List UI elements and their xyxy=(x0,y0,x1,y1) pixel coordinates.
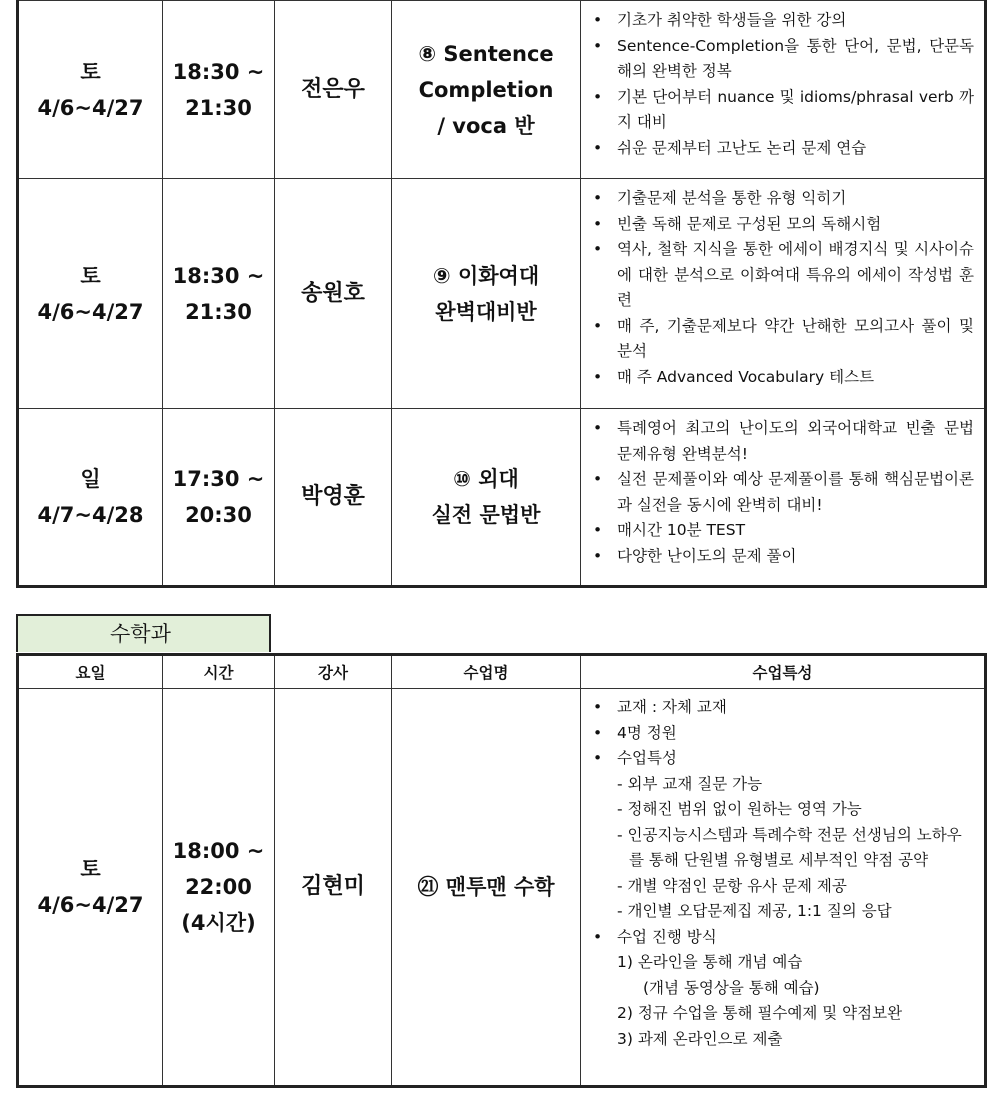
table-row xyxy=(18,689,986,1087)
class-name-line: Completion xyxy=(418,77,554,102)
class-name-cell: ㉑ 맨투맨 수학 xyxy=(392,689,581,1087)
feature-item: • 다양한 난이도의 문제 풀이 xyxy=(589,544,974,570)
class-name-line: 실전 문법반 xyxy=(431,503,541,527)
time-duration-note: (4시간) xyxy=(181,911,256,935)
feature-item: • 기초가 취약한 학생들을 위한 강의 xyxy=(589,8,974,34)
feature-item: • 쉬운 문제부터 고난도 논리 문제 연습 xyxy=(589,136,974,162)
day-label: 토 xyxy=(80,263,101,288)
feature-item: • 특례영어 최고의 난이도의 외국어대학교 빈출 문법 문제유형 완벽분석! xyxy=(589,416,974,467)
feature-item: • Sentence-Completion을 통한 단어, 문법, 단문독해의 완벽한 정복 xyxy=(589,34,974,85)
english-schedule-table xyxy=(16,0,987,588)
teacher-cell: 전은우 xyxy=(275,1,392,179)
class-name-line: / voca 반 xyxy=(437,113,535,138)
time-cell xyxy=(163,179,275,409)
feature-item: • 매시간 10분 TEST xyxy=(589,518,974,544)
table-row xyxy=(18,1,986,179)
time-start: 18:00 ~ xyxy=(172,839,265,863)
feature-item: • 빈출 독해 문제로 구성된 모의 독해시험 xyxy=(589,212,974,238)
time-end: 21:30 xyxy=(185,95,252,120)
feature-item: • 매 주, 기출문제보다 약간 난해한 모의고사 풀이 및 분석 xyxy=(589,314,974,365)
class-name-line: ⑩ 외대 xyxy=(453,467,519,491)
feature-item: • 수업 진행 방식 xyxy=(589,925,974,951)
day-label: 토 xyxy=(80,857,101,881)
column-header-day: 요일 xyxy=(18,655,163,689)
feature-item: • 기본 단어부터 nuance 및 idioms/phrasal verb 까지 대비 xyxy=(589,85,974,136)
day-label: 일 xyxy=(80,467,101,491)
feature-item: • 교재 : 자체 교재 xyxy=(589,695,974,721)
feature-item: • 실전 문제풀이와 예상 문제풀이를 통해 핵심문법이론과 실전을 동시에 완벽히 대비! xyxy=(589,467,974,518)
time-start: 17:30 ~ xyxy=(172,467,265,491)
time-end: 21:30 xyxy=(185,299,252,324)
day-cell xyxy=(18,179,163,409)
time-cell xyxy=(163,409,275,587)
class-name-line: ⑨ 이화여대 xyxy=(432,263,540,288)
time-start: 18:30 ~ xyxy=(172,59,265,84)
day-cell xyxy=(18,689,163,1087)
feature-item: • 기출문제 분석을 통한 유형 익히기 xyxy=(589,186,974,212)
day-cell xyxy=(18,1,163,179)
teacher-cell: 박영훈 xyxy=(275,409,392,587)
features-cell xyxy=(581,1,986,179)
feature-subitem-text: - 인공지능시스템과 특례수학 전문 선생님의 노하우를 통해 단원별 유형별로 세부적인 약점 공약 xyxy=(617,825,962,869)
features-cell xyxy=(581,689,986,1087)
features-cell xyxy=(581,409,986,587)
feature-list xyxy=(589,416,974,569)
time-end: 20:30 xyxy=(185,503,252,527)
day-label: 토 xyxy=(80,59,101,84)
feature-subitem: - 개별 약점인 문항 유사 문제 제공 xyxy=(617,876,847,895)
feature-item: • 4명 정원 xyxy=(589,721,974,747)
feature-item: • 수업특성 xyxy=(589,746,974,772)
class-name-cell xyxy=(392,179,581,409)
column-header-features: 수업특성 xyxy=(581,655,986,689)
time-start: 18:30 ~ xyxy=(172,263,265,288)
class-name-line: 완벽대비반 xyxy=(435,299,537,324)
class-name-cell xyxy=(392,409,581,587)
column-header-time: 시간 xyxy=(163,655,275,689)
feature-subitem xyxy=(589,823,974,874)
feature-subitem: - 정해진 범위 없이 원하는 영역 가능 xyxy=(617,800,862,818)
teacher-cell: 송원호 xyxy=(275,179,392,409)
column-header-teacher: 강사 xyxy=(275,655,392,689)
feature-subitem: 2) 정규 수업을 통해 필수예제 및 약점보완 xyxy=(617,1004,903,1022)
day-cell xyxy=(18,409,163,587)
math-schedule-table xyxy=(16,653,987,1088)
header-row xyxy=(18,655,986,689)
feature-item: • 역사, 철학 지식을 통한 에세이 배경지식 및 시사이슈에 대한 분석으로 이화여대 특유의 에세이 작성법 훈련 xyxy=(589,237,974,314)
table-row xyxy=(18,409,986,587)
date-range: 4/6~4/27 xyxy=(37,95,144,120)
column-header-class: 수업명 xyxy=(392,655,581,689)
features-cell xyxy=(581,179,986,409)
class-name-cell xyxy=(392,1,581,179)
feature-item: • 매 주 Advanced Vocabulary 테스트 xyxy=(589,365,974,391)
teacher-cell: 김현미 xyxy=(275,689,392,1087)
feature-list xyxy=(589,186,974,390)
time-cell xyxy=(163,689,275,1087)
date-range: 4/7~4/28 xyxy=(37,503,144,527)
table-row xyxy=(18,179,986,409)
time-cell xyxy=(163,1,275,179)
section-tab-math: 수학과 xyxy=(16,614,271,652)
date-range: 4/6~4/27 xyxy=(37,299,144,324)
date-range: 4/6~4/27 xyxy=(37,893,144,917)
feature-subitem: - 개인별 오답문제집 제공, 1:1 질의 응답 xyxy=(617,902,892,920)
time-end: 22:00 xyxy=(185,875,252,899)
feature-subitem: (개념 동영상을 통해 예습) xyxy=(643,978,820,997)
feature-list xyxy=(589,695,974,1052)
class-name-line: ⑧ Sentence xyxy=(418,41,554,66)
feature-subitem: 3) 과제 온라인으로 제출 xyxy=(617,1029,783,1048)
feature-subitem: - 외부 교재 질문 가능 xyxy=(617,774,763,793)
feature-list xyxy=(589,8,974,161)
feature-subitem: 1) 온라인을 통해 개념 예습 xyxy=(617,953,803,971)
